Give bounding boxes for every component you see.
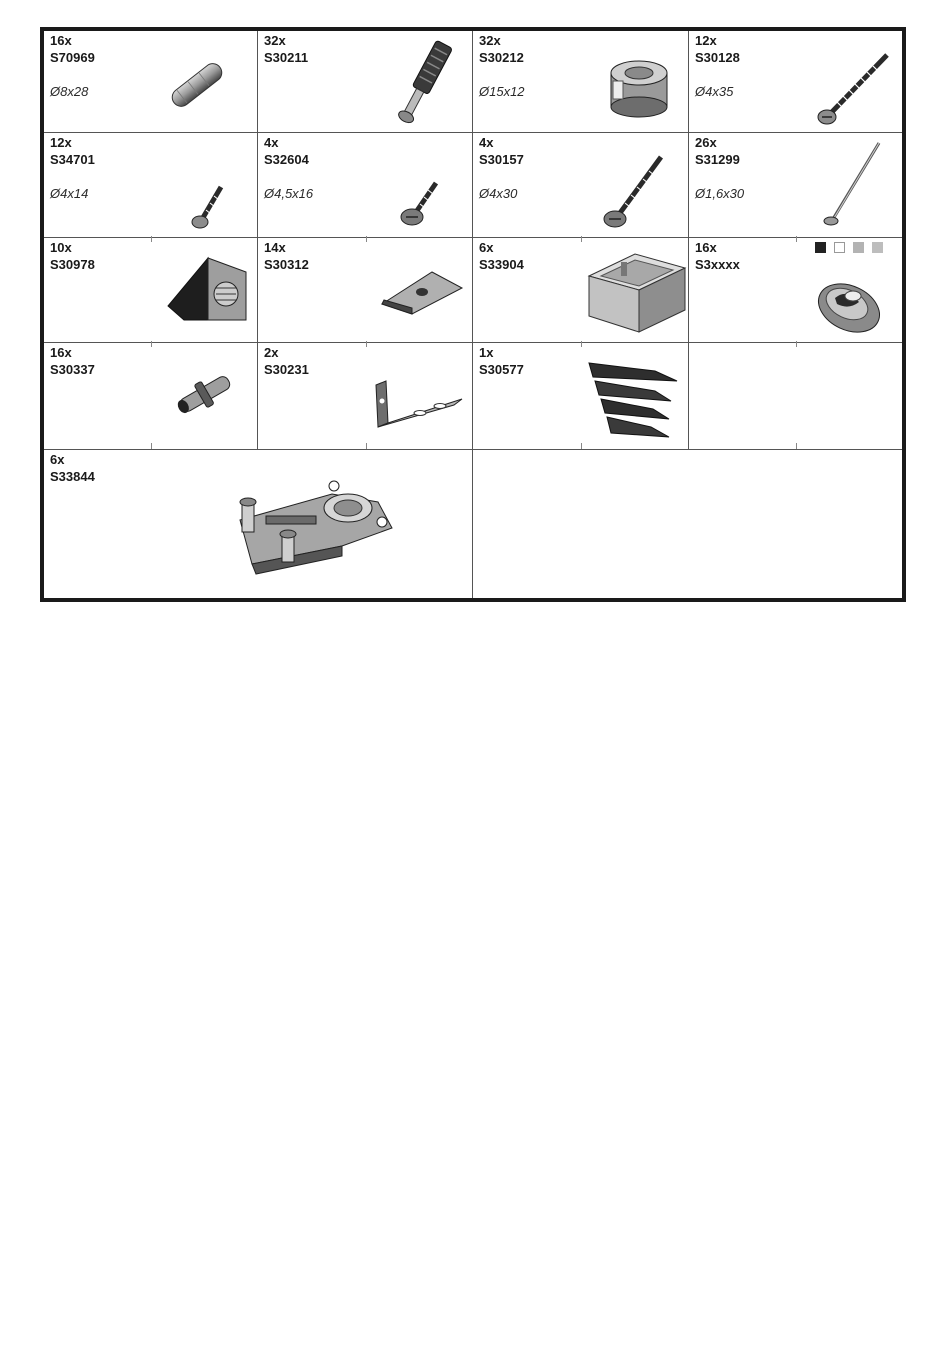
color-swatch <box>815 242 826 253</box>
part-quantity: 16x <box>50 33 72 48</box>
part-code: S30212 <box>479 50 524 65</box>
angle-bracket-icon <box>370 379 466 435</box>
hinge-icon <box>222 472 400 584</box>
part-cell <box>473 133 688 237</box>
part-code: S30312 <box>264 257 309 272</box>
shelf-pin-icon <box>172 363 238 425</box>
part-code: S30978 <box>50 257 95 272</box>
part-quantity: 16x <box>50 345 72 360</box>
part-code: S34701 <box>50 152 95 167</box>
part-code: S33904 <box>479 257 524 272</box>
long-screw-icon <box>815 49 895 129</box>
part-quantity: 32x <box>264 33 286 48</box>
part-quantity: 6x <box>479 240 494 255</box>
part-cell <box>44 238 257 342</box>
part-code: S30231 <box>264 362 309 377</box>
part-cell <box>689 31 902 132</box>
part-quantity: 4x <box>264 135 279 150</box>
cover-cap-icon <box>809 268 889 338</box>
part-quantity: 2x <box>264 345 279 360</box>
cam-bolt-icon <box>378 37 468 132</box>
part-quantity: 12x <box>695 33 717 48</box>
part-cell <box>473 31 688 132</box>
part-cell <box>258 343 472 449</box>
part-code: S31299 <box>695 152 740 167</box>
wedge-shims-icon <box>585 355 685 449</box>
nail-icon <box>819 139 889 229</box>
color-swatch <box>834 242 845 253</box>
part-dimension: Ø4x30 <box>479 186 518 201</box>
empty-cell <box>689 343 902 449</box>
part-code: S30128 <box>695 50 740 65</box>
part-dimension: Ø15x12 <box>479 84 525 99</box>
mounting-plate-icon <box>378 264 464 316</box>
part-cell <box>258 238 472 342</box>
part-cell <box>473 343 688 449</box>
part-cell <box>258 133 472 237</box>
part-code: S3xxxx <box>695 257 740 272</box>
part-quantity: 26x <box>695 135 717 150</box>
part-cell <box>44 343 257 449</box>
part-cell <box>689 238 902 342</box>
part-code: S32604 <box>264 152 309 167</box>
part-quantity: 12x <box>50 135 72 150</box>
part-quantity: 6x <box>50 452 65 467</box>
part-code: S30577 <box>479 362 524 377</box>
part-quantity: 10x <box>50 240 72 255</box>
part-quantity: 14x <box>264 240 286 255</box>
part-cell <box>258 31 472 132</box>
part-quantity: 4x <box>479 135 494 150</box>
part-dimension: Ø8x28 <box>50 84 89 99</box>
empty-cell <box>473 450 902 598</box>
part-cell <box>44 31 257 132</box>
part-code: S30337 <box>50 362 95 377</box>
part-code: S33844 <box>50 469 95 484</box>
hardware-parts-table <box>40 27 906 602</box>
corner-block-icon <box>164 250 250 330</box>
part-code: S30157 <box>479 152 524 167</box>
plastic-box-icon <box>585 246 688 338</box>
part-dimension: Ø1,6x30 <box>695 186 745 201</box>
part-dimension: Ø4x35 <box>695 84 734 99</box>
part-cell <box>473 238 688 342</box>
part-dimension: Ø4,5x16 <box>264 186 314 201</box>
short-screw-icon <box>189 181 229 231</box>
color-swatch <box>872 242 883 253</box>
part-cell <box>44 133 257 237</box>
cam-lock-icon <box>603 55 675 121</box>
part-code: S70969 <box>50 50 95 65</box>
part-dimension: Ø4x14 <box>50 186 89 201</box>
part-code: S30211 <box>264 50 309 65</box>
part-quantity: 16x <box>695 240 717 255</box>
pan-screw-icon <box>398 177 443 229</box>
wooden-dowel-icon <box>162 56 232 114</box>
part-cell <box>689 133 902 237</box>
part-quantity: 1x <box>479 345 494 360</box>
wood-screw-icon <box>601 151 671 231</box>
color-swatch <box>853 242 864 253</box>
part-cell <box>44 450 472 598</box>
part-quantity: 32x <box>479 33 501 48</box>
color-swatch-group <box>815 242 887 254</box>
